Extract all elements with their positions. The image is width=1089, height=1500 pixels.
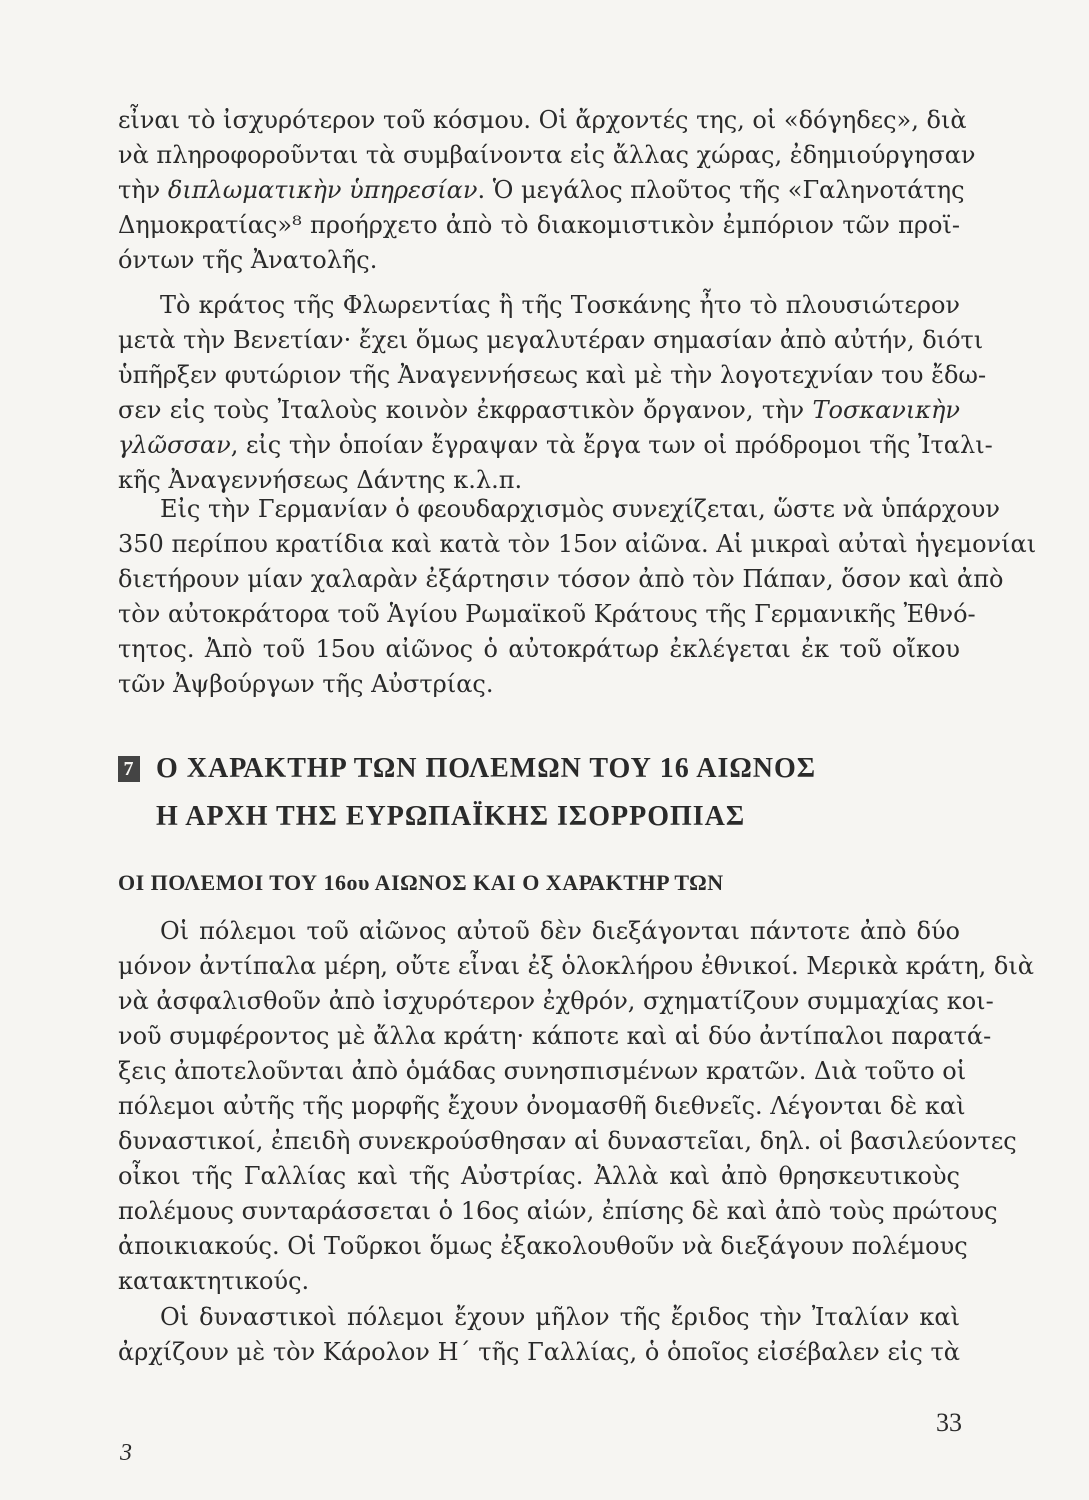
text-line: Οἱ πόλεμοι τοῦ αἰῶνος αὐτοῦ δὲν διεξάγονται πάντοτε ἀπὸ δύο [160,917,960,945]
text-line: τὸν αὐτοκράτορα τοῦ Ἁγίου Ρωμαϊκοῦ Κράτους τῆς Γερμανικῆς Ἐθνό- [118,600,976,628]
text-line: νὰ πληροφοροῦνται τὰ συμβαίνοντα εἰς ἄλλας χώρας, ἐδημιούργησαν [118,141,976,169]
text-line: πόλεμοι αὐτῆς τῆς μορφῆς ἔχουν ὀνομασθῆ διεθνεῖς. Λέγονται δὲ καὶ [118,1092,966,1120]
text-line: νὰ ἀσφαλισθοῦν ἀπὸ ἰσχυρότερον ἐχθρόν, σχηματίζουν συμμαχίας κοι- [118,987,994,1015]
text-line: νοῦ συμφέροντος μὲ ἄλλα κράτη· κάποτε καὶ αἱ δύο ἀντίπαλοι παρατά- [118,1022,992,1050]
text-line: εἶναι τὸ ἰσχυρότερον τοῦ κόσμου. Οἱ ἄρχοντές της, οἱ «δόγηδες», διὰ [118,106,967,134]
section-heading [118,745,978,841]
text-line: κατακτητικούς. [118,1267,310,1295]
text-line: ξεις ἀποτελοῦνται ἀπὸ ὁμάδας συνησπισμένων κρατῶν. Διὰ τοῦτο οἱ [118,1057,967,1085]
text-line: δυναστικοί, ἐπειδὴ συνεκρούσθησαν αἱ δυναστεῖαι, δηλ. οἱ βασιλεύοντες [118,1127,1017,1155]
text-line: 350 περίπου κρατίδια καὶ κατὰ τὸν 15ον αἰῶνα. Αἱ μικραὶ αὐταὶ ἡγεμονίαι [118,530,1037,558]
paragraph-wars [118,914,1034,1299]
italic-term: γλῶσσαν [118,431,231,459]
text-line: σεν εἰς τοὺς Ἰταλοὺς κοινὸν ἐκφραστικὸν ὄργανον, τὴν Τοσκανικὴν [118,396,960,424]
section-number-badge: 7 [118,756,140,782]
text-line: ἀποικιακούς. Οἱ Τοῦρκοι ὅμως ἐξακολουθοῦν νὰ διεξάγουν πολέμους [118,1232,968,1260]
text-line: τῶν Ἀψβούργων τῆς Αὐστρίας. [118,670,494,698]
text-line: Δημοκρατίας»⁸ προήρχετο ἀπὸ τὸ διακομιστικὸν ἐμπόριον τῶν προϊ- [118,211,960,239]
text-line: Τὸ κράτος τῆς Φλωρεντίας ἢ τῆς Τοσκάνης ἦτο τὸ πλουσιώτερον [160,291,960,319]
text-line: μόνον ἀντίπαλα μέρη, οὔτε εἶναι ἐξ ὁλοκλήρου ἐθνικοί. Μερικὰ κράτη, διὰ [118,952,1034,980]
text-line: τητος. Ἀπὸ τοῦ 15ου αἰῶνος ὁ αὐτοκράτωρ ἐκλέγεται ἐκ τοῦ οἴκου [118,635,960,663]
text-line: Οἱ δυναστικοὶ πόλεμοι ἔχουν μῆλον τῆς ἔριδος τὴν Ἰταλίαν καὶ [160,1303,960,1331]
italic-term: Τοσκανικὴν [812,396,960,424]
text-line: ὑπῆρξεν φυτώριον τῆς Ἀναγεννήσεως καὶ μὲ τὴν λογοτεχνίαν του ἔδω- [118,361,987,389]
text-line: ἀρχίζουν μὲ τὸν Κάρολον Η΄ τῆς Γαλλίας, ὁ ὁποῖος εἰσέβαλεν εἰς τὰ [118,1338,960,1366]
text-line: οἶκοι τῆς Γαλλίας καὶ τῆς Αὐστρίας. Ἀλλὰ καὶ ἀπὸ θρησκευτικοὺς [118,1162,960,1190]
paragraph-germany [118,492,1037,702]
text-line: Εἰς τὴν Γερμανίαν ὁ φεουδαρχισμὸς συνεχίζεται, ὥστε νὰ ὑπάρχουν [160,495,1000,523]
text-line: διετήρουν μίαν χαλαρὰν ἐξάρτησιν τόσον ἀπὸ τὸν Πάπαν, ὅσον καὶ ἀπὸ [118,565,1004,593]
text-line: γλῶσσαν, εἰς τὴν ὁποίαν ἔγραψαν τὰ ἔργα των οἱ πρόδρομοι τῆς Ἰταλι- [118,431,993,459]
text-line: πολέμους συνταράσσεται ὁ 16ος αἰών, ἐπίσης δὲ καὶ ἀπὸ τοὺς πρώτους [118,1197,998,1225]
italic-term: διπλωματικὴν ὑπηρεσίαν [167,176,478,204]
paragraph-dynastic [118,1300,960,1370]
text-line: κῆς Ἀναγεννήσεως Δάντης κ.λ.π. [118,466,523,494]
paragraph-venice [118,103,976,278]
text-line: μετὰ τὴν Βενετίαν· ἔχει ὅμως μεγαλυτέραν σημασίαν ἀπὸ αὐτήν, διότι [118,326,984,354]
signature-mark: 3 [120,1440,132,1466]
sub-heading: ΟΙ ΠΟΛΕΜΟΙ ΤΟΥ 16ου ΑΙΩΝΟΣ ΚΑΙ Ο ΧΑΡΑΚΤΗΡ ΤΩΝ [118,870,724,895]
paragraph-florence [118,288,993,498]
text-line: τὴν διπλωματικὴν ὑπηρεσίαν. Ὁ μεγάλος πλοῦτος τῆς «Γαληνοτάτης [118,176,965,204]
section-title-line-2: Η ΑΡΧΗ ΤΗΣ ΕΥΡΩΠΑΪΚΗΣ ΙΣΟΡΡΟΠΙΑΣ [156,801,746,832]
section-title-line-1: 7 Ο ΧΑΡΑΚΤΗΡ ΤΩΝ ΠΟΛΕΜΩΝ ΤΟΥ 16 ΑΙΩΝΟΣ [118,745,978,793]
page-number: 33 [936,1408,962,1437]
text-line: όντων τῆς Ἀνατολῆς. [118,246,378,274]
